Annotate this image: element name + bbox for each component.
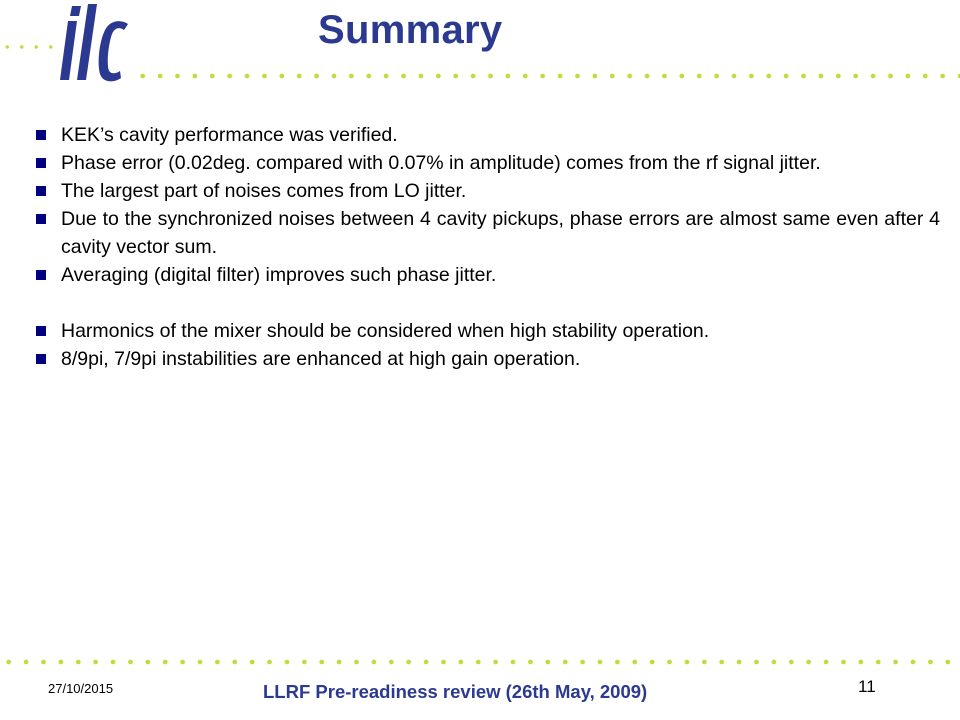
footer-date: 27/10/2015 [48,681,114,696]
square-bullet-icon [36,214,46,224]
decorative-dots-top [134,73,960,79]
decorative-dots-top-left [0,44,58,50]
bullet-list [36,121,940,373]
square-bullet-icon [36,270,46,280]
square-bullet-icon [36,326,46,336]
bullet-item: Due to the synchronized noises between 4 cavity pickups, phase errors are almost same even after 4 cavity vector sum. [36,205,940,261]
slide-title: Summary [318,8,503,52]
decorative-dots-bottom [0,659,960,665]
page-number: 11 [858,677,876,696]
square-bullet-icon [36,130,46,140]
square-bullet-icon [36,354,46,364]
bullet-item: The largest part of noises comes from LO jitter. [36,177,940,205]
footer-title: LLRF Pre-readiness review (26th May, 2009) [263,681,648,702]
square-bullet-icon [36,186,46,196]
square-bullet-icon [36,158,46,168]
bullet-item: Phase error (0.02deg. compared with 0.07% in amplitude) comes from the rf signal jitter. [36,149,940,177]
bullet-item: KEK’s cavity performance was verified. [36,121,940,149]
bullet-item: Harmonics of the mixer should be considered when high stability operation. [36,317,940,345]
bullet-item: Averaging (digital filter) improves such phase jitter. [36,261,940,289]
ilc-logo [48,2,138,82]
bullet-item: 8/9pi, 7/9pi instabilities are enhanced at high gain operation. [36,345,940,373]
